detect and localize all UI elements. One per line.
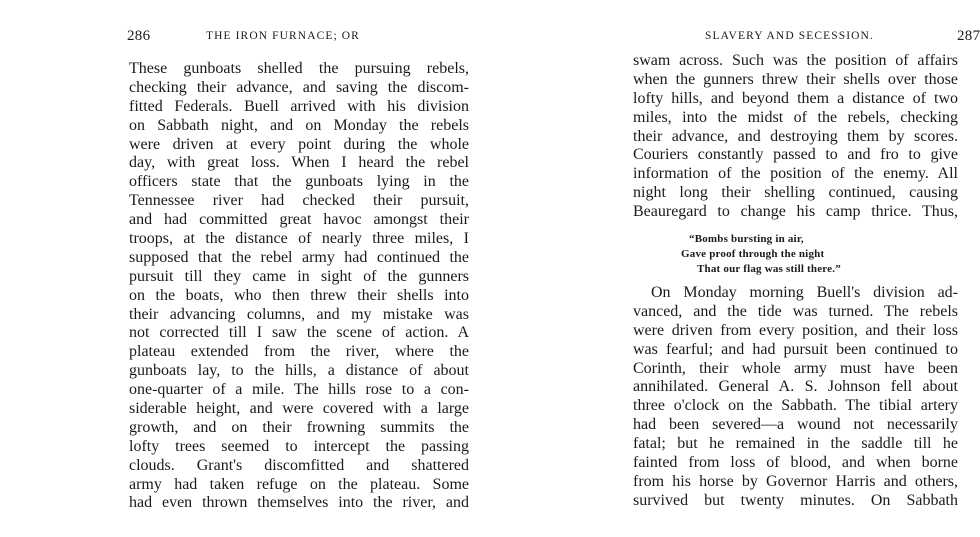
text-line: fitted Federals. Buell arrived with his division xyxy=(129,97,469,115)
text-line: night long their shelling continued, causing xyxy=(633,184,958,202)
text-line: information of the position of the enemy. All xyxy=(633,165,958,183)
verse-line: Gave proof through the night xyxy=(681,248,825,260)
text-line: fatal; but he remained in the saddle till he xyxy=(633,435,958,453)
text-line: On Monday morning Buell's division ad- xyxy=(651,284,958,301)
text-line: swam across. Such was the position of affairs xyxy=(633,52,958,69)
text-line: from his horse by Governor Harris and others, xyxy=(633,472,958,490)
left-page-header xyxy=(0,28,490,50)
text-line: one-quarter of a mile. The hills rose to a con- xyxy=(129,381,469,399)
text-line: had even thrown themselves into the river, and xyxy=(129,494,469,512)
text-line: army had taken refuge on the plateau. Some xyxy=(129,475,469,493)
verse-line: “Bombs bursting in air, xyxy=(689,233,804,245)
text-line: siderable height, and were covered with a large xyxy=(129,400,469,418)
text-line: supposed that the rebel army had continued the xyxy=(129,248,469,266)
right-page-text-top xyxy=(633,52,958,222)
text-line: day, with great loss. When I heard the rebel xyxy=(129,154,469,172)
text-line: fainted from loss of blood, and when borne xyxy=(633,454,958,472)
text-line: their advance, and destroying them by scores. xyxy=(633,127,958,145)
text-line: when the gunners threw their shells over those xyxy=(633,70,958,88)
right-page xyxy=(490,0,980,537)
text-line: pursuit till they came in sight of the gunners xyxy=(129,267,469,285)
text-line: and had committed great havoc amongst their xyxy=(129,211,469,229)
right-running-title: SLAVERY AND SECESSION. xyxy=(705,30,874,42)
text-line: These gunboats shelled the pursuing rebels, xyxy=(129,60,469,77)
text-line: Tennessee river had checked their pursuit, xyxy=(129,192,469,210)
text-line: Couriers constantly passed to and fro to give xyxy=(633,146,958,164)
text-line: three o'clock on the Sabbath. The tibial artery xyxy=(633,397,958,415)
text-line: officers state that the gunboats lying in the xyxy=(129,173,469,191)
text-line: on the boats, who then threw their shells into xyxy=(129,286,469,304)
text-line: on Sabbath night, and on Monday the rebels xyxy=(129,116,469,134)
text-line: were driven at every point during the whole xyxy=(129,135,469,153)
text-line: annihilated. General A. S. Johnson fell about xyxy=(633,378,958,396)
text-line: clouds. Grant's discomfitted and shattered xyxy=(129,456,469,474)
text-line: vanced, and the tide was turned. The rebels xyxy=(633,302,958,320)
text-line: Beauregard to change his camp thrice. Thus, xyxy=(633,203,958,221)
text-line: plateau extended from the river, where the xyxy=(129,343,469,361)
verse-line: That our flag was still there.” xyxy=(697,263,841,275)
verse-quotation xyxy=(673,232,903,277)
left-running-title: THE IRON FURNACE; OR xyxy=(206,30,360,42)
left-page-number: 286 xyxy=(127,28,151,44)
text-line: their advancing columns, and my mistake was xyxy=(129,305,469,323)
text-line: lofty trees seemed to intercept the passing xyxy=(129,437,469,455)
text-line: checking their advance, and saving the discom- xyxy=(129,78,469,96)
text-line: gunboats lay, to the hills, a distance of about xyxy=(129,362,469,380)
left-page-text xyxy=(129,60,469,513)
text-line: miles, into the midst of the rebels, checking xyxy=(633,108,958,126)
text-line: was fearful; and had pursuit been continued to xyxy=(633,340,958,358)
right-page-number: 287 xyxy=(957,28,980,44)
text-line: lofty hills, and beyond them a distance of two xyxy=(633,89,958,107)
text-line: were driven from every position, and their loss xyxy=(633,321,958,339)
text-line: growth, and on their frowning summits the xyxy=(129,418,469,436)
text-line: had been severed—a wound not necessarily xyxy=(633,416,958,434)
text-line: Corinth, their whole army must have been xyxy=(633,359,958,377)
text-line: troops, at the distance of nearly three miles, I xyxy=(129,230,469,248)
text-line: not corrected till I saw the scene of action. A xyxy=(129,324,469,342)
text-line: survived but twenty minutes. On Sabbath xyxy=(633,491,958,509)
right-page-text-bottom xyxy=(633,284,958,511)
right-page-header xyxy=(490,28,980,50)
